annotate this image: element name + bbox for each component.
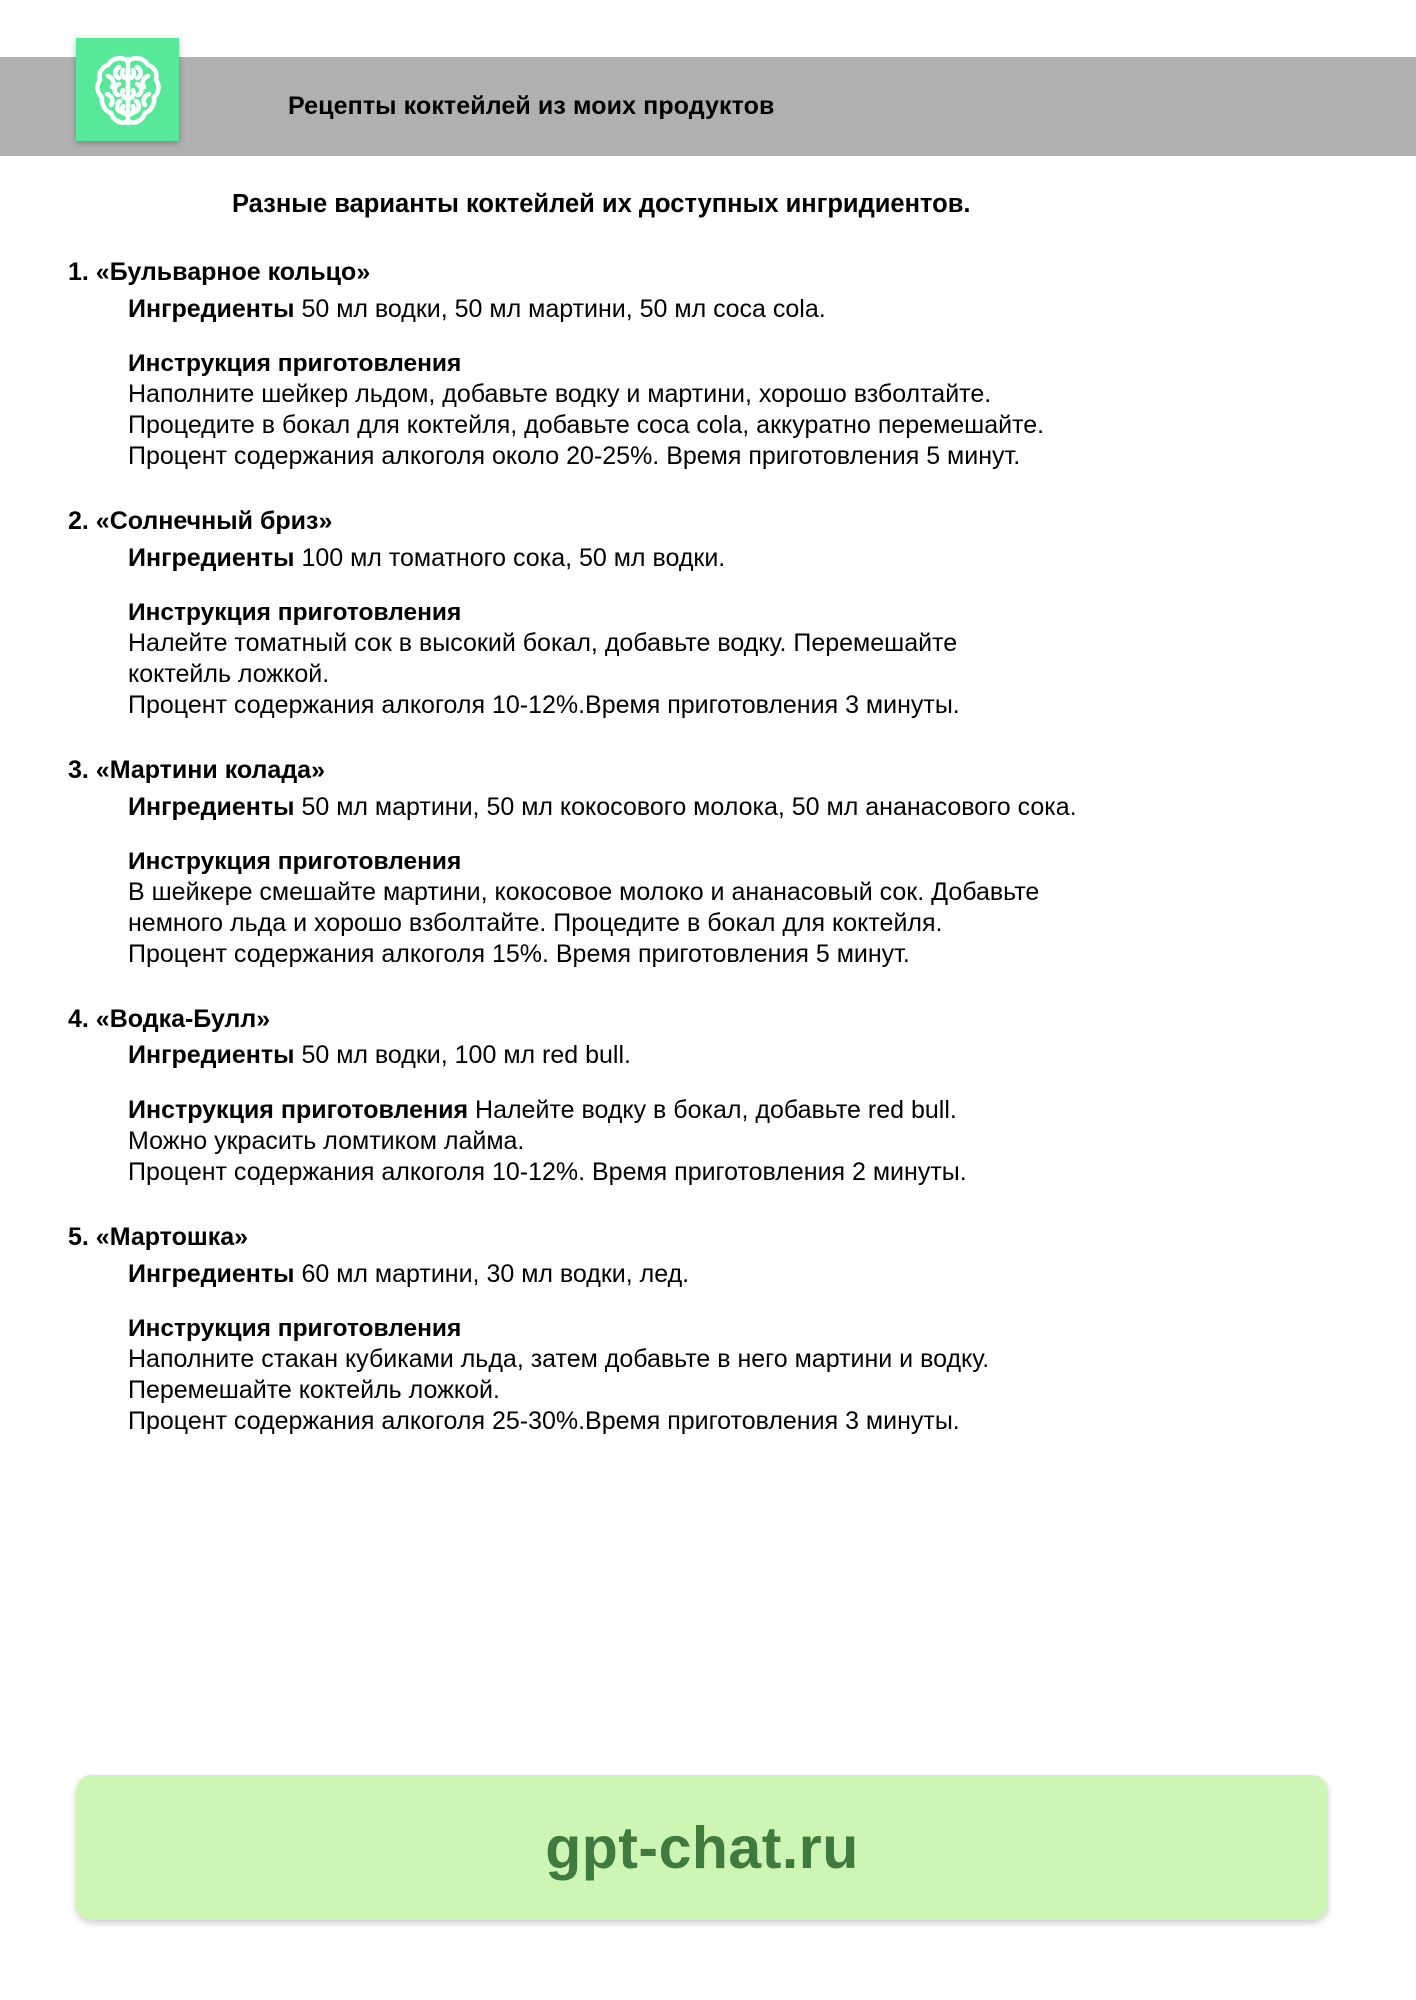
recipe-ingredients (128, 1040, 1416, 1071)
ingredients-label: Ингредиенты (128, 792, 295, 821)
ingredients-text: 100 мл томатного сока, 50 мл водки. (294, 543, 726, 572)
instructions-inline-line (128, 1095, 1416, 1126)
logo-tile (76, 38, 179, 141)
instruction-line: Налейте томатный сок в высокий бокал, добавьте водку. Перемешайте (128, 629, 958, 658)
recipe-heading: 2. «Солнечный бриз» (68, 507, 333, 536)
instruction-text: Налейте водку в бокал, добавьте red bull. (468, 1096, 957, 1125)
instruction-line: Наполните стакан кубиками льда, затем добавьте в него мартини и водку. (128, 1345, 990, 1374)
instructions-label: Инструкция приготовления (128, 847, 462, 875)
recipe-heading: 1. «Бульварное кольцо» (68, 258, 371, 287)
instruction-line: Перемешайте коктейль ложкой. (128, 1376, 500, 1405)
recipe-item (0, 1004, 1416, 1189)
footer-banner[interactable] (76, 1775, 1328, 1920)
instruction-line: коктейль ложкой. (128, 660, 330, 689)
ingredients-text: 50 мл водки, 100 мл red bull. (294, 1041, 631, 1070)
instruction-line: В шейкере смешайте мартини, кокосовое молоко и ананасовый сок. Добавьте (128, 877, 1040, 906)
recipe-ingredients (128, 294, 1416, 325)
instruction-line: Процент содержания алкоголя 15%. Время приготовления 5 минут. (128, 939, 910, 968)
ingredients-label: Ингредиенты (128, 543, 295, 572)
instructions-label: Инструкция приготовления (128, 1314, 462, 1342)
header-bar (0, 57, 1416, 156)
instruction-line: Наполните шейкер льдом, добавьте водку и мартини, хорошо взболтайте. (128, 380, 992, 409)
instruction-line: Процедите в бокал для коктейля, добавьте coca cola, аккуратно перемешайте. (128, 411, 1045, 440)
recipe-ingredients (128, 543, 1416, 574)
recipe-ingredients (128, 1259, 1416, 1290)
recipe-item (0, 1222, 1416, 1437)
instructions-label: Инструкция приготовления (128, 598, 462, 626)
ingredients-label: Ингредиенты (128, 1259, 295, 1288)
ingredients-label: Ингредиенты (128, 1041, 295, 1070)
recipe-ingredients (128, 792, 1416, 823)
ingredients-label: Ингредиенты (128, 294, 295, 323)
page-title: Рецепты коктейлей из моих продуктов (288, 92, 775, 120)
footer-site-label: gpt-chat.ru (545, 1814, 859, 1881)
instruction-line: Процент содержания алкоголя 10-12%. Время приготовления 2 минуты. (128, 1158, 967, 1187)
brain-icon (95, 54, 161, 126)
recipe-heading: 4. «Водка-Булл» (68, 1004, 271, 1033)
recipe-item (0, 257, 1416, 472)
document-body (0, 190, 1416, 1437)
document-title: Разные варианты коктейлей их доступных ингридиентов. (232, 190, 971, 218)
recipe-item (0, 506, 1416, 721)
instructions-label: Инструкция приготовления (128, 1096, 469, 1125)
instruction-line: Можно украсить ломтиком лайма. (128, 1127, 525, 1156)
ingredients-text: 50 мл мартини, 50 мл кокосового молока, 50 мл ананасового сока. (294, 792, 1077, 821)
instructions-label: Инструкция приготовления (128, 349, 462, 377)
instruction-line: Процент содержания алкоголя 25-30%.Время приготовления 3 минуты. (128, 1407, 960, 1436)
recipe-heading: 3. «Мартини колада» (68, 756, 325, 785)
recipe-heading: 5. «Мартошка» (68, 1223, 249, 1252)
ingredients-text: 60 мл мартини, 30 мл водки, лед. (294, 1259, 690, 1288)
ingredients-text: 50 мл водки, 50 мл мартини, 50 мл coca cola. (294, 294, 826, 323)
instruction-line: Процент содержания алкоголя 10-12%.Время приготовления 3 минуты. (128, 691, 960, 720)
recipe-item (0, 755, 1416, 970)
instruction-line: Процент содержания алкоголя около 20-25%. Время приготовления 5 минут. (128, 442, 1021, 471)
instruction-line: немного льда и хорошо взболтайте. Процедите в бокал для коктейля. (128, 908, 943, 937)
